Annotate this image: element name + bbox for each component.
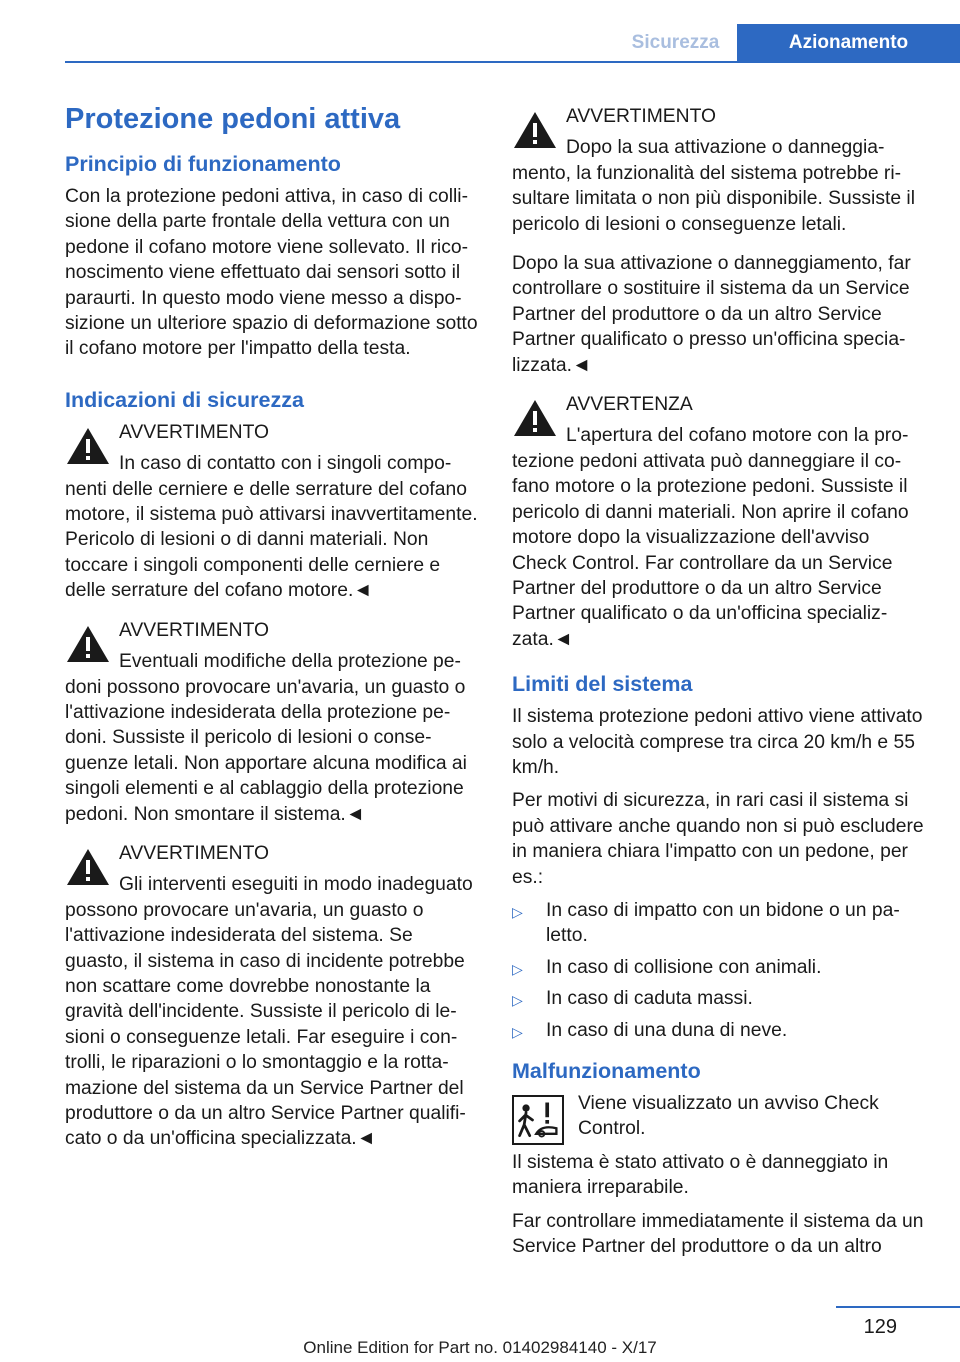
tab-sicurezza[interactable]: Sicurezza — [614, 24, 737, 62]
malfunction-paragraph-3: Far controllare immediatamente il sistema da un Service Partner del produttore o da un altro — [512, 1210, 924, 1258]
triangle-bullet-icon: ▷ — [512, 992, 523, 1009]
triangle-bullet-icon: ▷ — [512, 1023, 523, 1040]
left-column — [65, 100, 480, 1166]
malfunction-paragraph-2: Il sistema è stato attivato o è danneggiato in maniera irreparabile. — [512, 1151, 889, 1199]
limits-paragraph-2: Per motivi di sicurezza, in rari casi il sistema si può attivare anche quando non si può escludere in maniera chiara l'impatto con un pedone, per es.: — [512, 790, 924, 888]
footer-edition: Online Edition for Part no. 01402984140 - X/17 — [303, 1338, 657, 1357]
after-warning-text: Dopo la sua attivazione o danneggiamento, far controllare o sostituire il sistema da un Service Partner del produttore o da un altro Service Partner qualificato o presso un'officina specializzata.◄ — [512, 253, 911, 376]
warning-triangle-icon — [65, 426, 111, 466]
header-tabs — [614, 24, 960, 62]
warning-text: Dopo la sua attivazione o danneggiamento, la funzionalità del sistema potrebbe risultare limitata o non più disponibile. Sussiste il pericolo di lesioni o conseguenze letali. — [512, 137, 915, 235]
warning-triangle-icon — [512, 398, 558, 438]
notice-text: L'apertura del cofano motore con la protezione pedoni attivata può danneggiare il cofano motore o la protezione pedoni. Sussiste il pericolo di danni materiali. Non aprire il cofano motore dopo la visualizzazione dell'avviso Check Control. Far controllare da un Service Partner del produttore o da un altro Service Partner qualificato o da un'officina specializzata.◄ — [512, 425, 909, 650]
warning-block — [65, 618, 480, 827]
notice-title: AVVERTENZA — [566, 394, 693, 416]
warning-block — [65, 841, 480, 1152]
warning-title: AVVERTIMENTO — [119, 421, 269, 443]
right-column — [512, 104, 927, 1267]
header-rule — [65, 61, 960, 63]
triangle-bullet-icon: ▷ — [512, 903, 523, 920]
warning-triangle-icon — [65, 624, 111, 664]
safety-heading: Indicazioni di sicurezza — [65, 387, 304, 412]
warning-text: Gli interventi eseguiti in modo inadeguato possono provocare un'avaria, un guasto o l'attivazione indesiderata del sistema. Se guasto, il sistema in caso di incidente potrebbe non scattare come dovrebbe nonostante la gravità dell'incidente. Sussiste il pericolo di lesioni o conseguenze letali. Far eseguire i controlli, le riparazioni o lo smontaggio e la rottamazione del sistema da un Service Partner del produttore o da un altro Service Partner qualificato o da un'officina specializzata.◄ — [65, 874, 473, 1150]
warning-triangle-icon — [65, 847, 111, 887]
page-title: Protezione pedoni attiva — [65, 103, 401, 135]
warning-title: AVVERTIMENTO — [566, 106, 716, 127]
malfunction-heading: Malfunzionamento — [512, 1059, 701, 1083]
notice-block — [512, 392, 927, 652]
list-item: ▷ In caso di impatto con un bidone o un paletto. — [512, 899, 900, 947]
list-item: ▷ In caso di una duna di neve. — [512, 1018, 927, 1043]
footer-rule — [836, 1306, 960, 1308]
pedestrian-protection-warning-icon — [512, 1095, 564, 1145]
warning-text: Eventuali modifiche della protezione pedoni possono provocare un'avaria, un guasto o l'attivazione indesiderata della protezione pedoni. Sussiste il pericolo di lesioni o conseguenze letali. Non apportare alcuna modifica ai singoli elementi e al cablaggio della protezione pedoni. Non smontare il sistema.◄ — [65, 651, 467, 825]
warning-block — [512, 104, 927, 237]
malfunction-paragraph-1: Viene visualizzato un avviso Check Control. — [578, 1093, 879, 1140]
list-item: ▷ In caso di caduta massi. — [512, 986, 927, 1011]
warning-block — [65, 420, 480, 604]
tab-azionamento[interactable]: Azionamento — [737, 24, 960, 62]
list-item: ▷ In caso di collisione con animali. — [512, 955, 927, 980]
limits-paragraph-1: Il sistema protezione pedoni attivo viene attivato solo a velocità comprese tra circa 20 km/h e 55 km/h. — [512, 706, 923, 778]
warning-text: In caso di contatto con i singoli componenti delle cerniere e delle serrature del cofano motore, il sistema può attivarsi inavvertitamente. Pericolo di lesioni o di danni materiali. Non toccare i singoli componenti delle cerniere e delle serrature del cofano motore.◄ — [65, 453, 478, 602]
triangle-bullet-icon: ▷ — [512, 960, 523, 977]
warning-title: AVVERTIMENTO — [119, 619, 269, 641]
limits-list — [512, 898, 927, 1043]
warning-title: AVVERTIMENTO — [119, 842, 269, 864]
limits-heading: Limiti del sistema — [512, 672, 693, 697]
warning-triangle-icon — [512, 110, 558, 150]
principle-heading: Principio di funzionamento — [65, 152, 341, 176]
page-number: 129 — [863, 1316, 897, 1338]
principle-text: Con la protezione pedoni attiva, in caso di collisione della parte frontale della vettura con un pedone il cofano motore viene sollevato. Il riconoscimento viene effettuato dai sensori sotto il paraurti. In questo modo viene messo a disposizione un ulteriore spazio di deformazione sotto il cofano motore per l'impatto della testa. — [65, 186, 478, 360]
